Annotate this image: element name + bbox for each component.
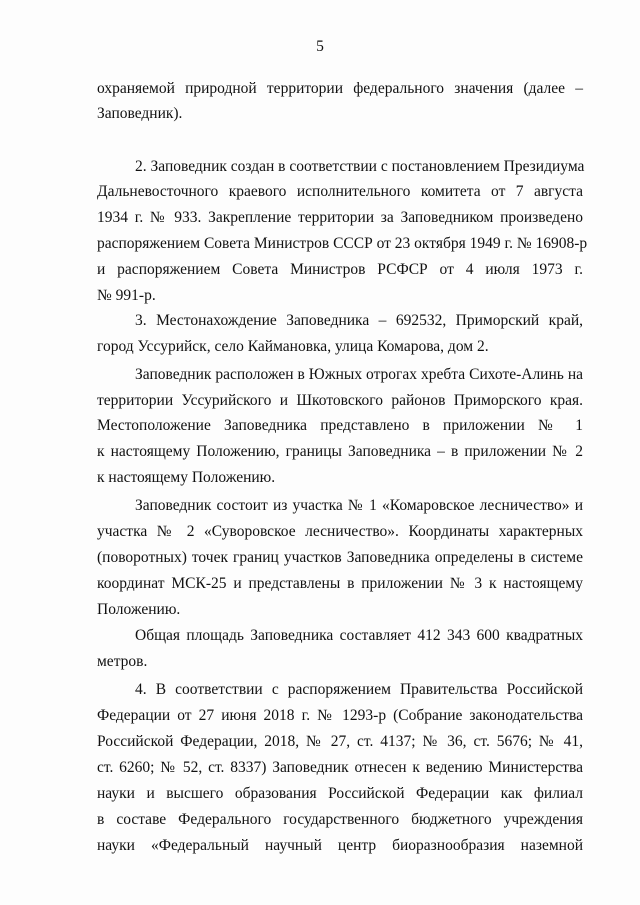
- text-line: ст. 6260; № 52, ст. 8337) Заповедник отнесен к ведению Министерства: [97, 759, 583, 776]
- text-line: Заповедник расположен в Южных отрогах хребта Сихоте-Алинь на: [135, 366, 583, 383]
- text-line: в составе Федерального государственного бюджетного учреждения: [97, 811, 583, 828]
- text-line: № 991-р.: [97, 287, 156, 304]
- text-line: Российской Федерации, 2018, № 27, ст. 4137; № 36, ст. 5676; № 41,: [97, 733, 583, 750]
- text-line: территории Уссурийского и Шкотовского районов Приморского края.: [97, 392, 583, 409]
- text-line: координат МСК-25 и представлены в приложении № 3 к настоящему: [97, 575, 583, 592]
- text-line: Общая площадь Заповедника составляет 412 343 600 квадратных: [135, 627, 583, 644]
- text-line: к настоящему Положению, границы Заповедника – в приложении № 2: [97, 443, 583, 460]
- text-line: Дальневосточного краевого исполнительного комитета от 7 августа: [97, 183, 583, 200]
- text-line: Заповедник состоит из участка № 1 «Комаровское лесничество» и: [135, 497, 583, 514]
- text-line: 1934 г. № 933. Закрепление территории за Заповедником произведено: [97, 209, 583, 226]
- text-line: (поворотных) точек границ участков Заповедника определены в системе: [97, 549, 583, 566]
- text-line: охраняемой природной территории федерального значения (далее –: [97, 80, 583, 97]
- text-line: Федерации от 27 июня 2018 г. № 1293-р (Собрание законодательства: [97, 707, 583, 724]
- text-line: к настоящему Положению.: [97, 469, 276, 486]
- text-line: Положению.: [97, 601, 181, 618]
- text-line: участка № 2 «Суворовское лесничество». Координаты характерных: [97, 523, 583, 540]
- text-line: 4. В соответствии с распоряжением Правительства Российской: [135, 681, 583, 698]
- text-line: распоряжением Совета Министров СССР от 23 октября 1949 г. № 16908-р: [97, 235, 588, 252]
- text-line: метров.: [97, 653, 148, 670]
- text-line: 2. Заповедник создан в соответствии с постановлением Президиума: [135, 158, 585, 175]
- text-line: Местоположение Заповедника представлено в приложении № 1: [97, 417, 583, 434]
- text-line: 3. Местонахождение Заповедника – 692532, Приморский край,: [135, 312, 583, 329]
- text-line: науки «Федеральный научный центр биоразнообразия наземной: [97, 837, 583, 854]
- text-line: науки и высшего образования Российской Федерации как филиал: [97, 785, 583, 802]
- text-line: город Уссурийск, село Каймановка, улица Комарова, дом 2.: [97, 338, 489, 355]
- text-line: Заповедник).: [97, 105, 183, 122]
- page-number: 5: [316, 38, 324, 55]
- text-line: и распоряжением Совета Министров РСФСР от 4 июля 1973 г.: [97, 261, 583, 278]
